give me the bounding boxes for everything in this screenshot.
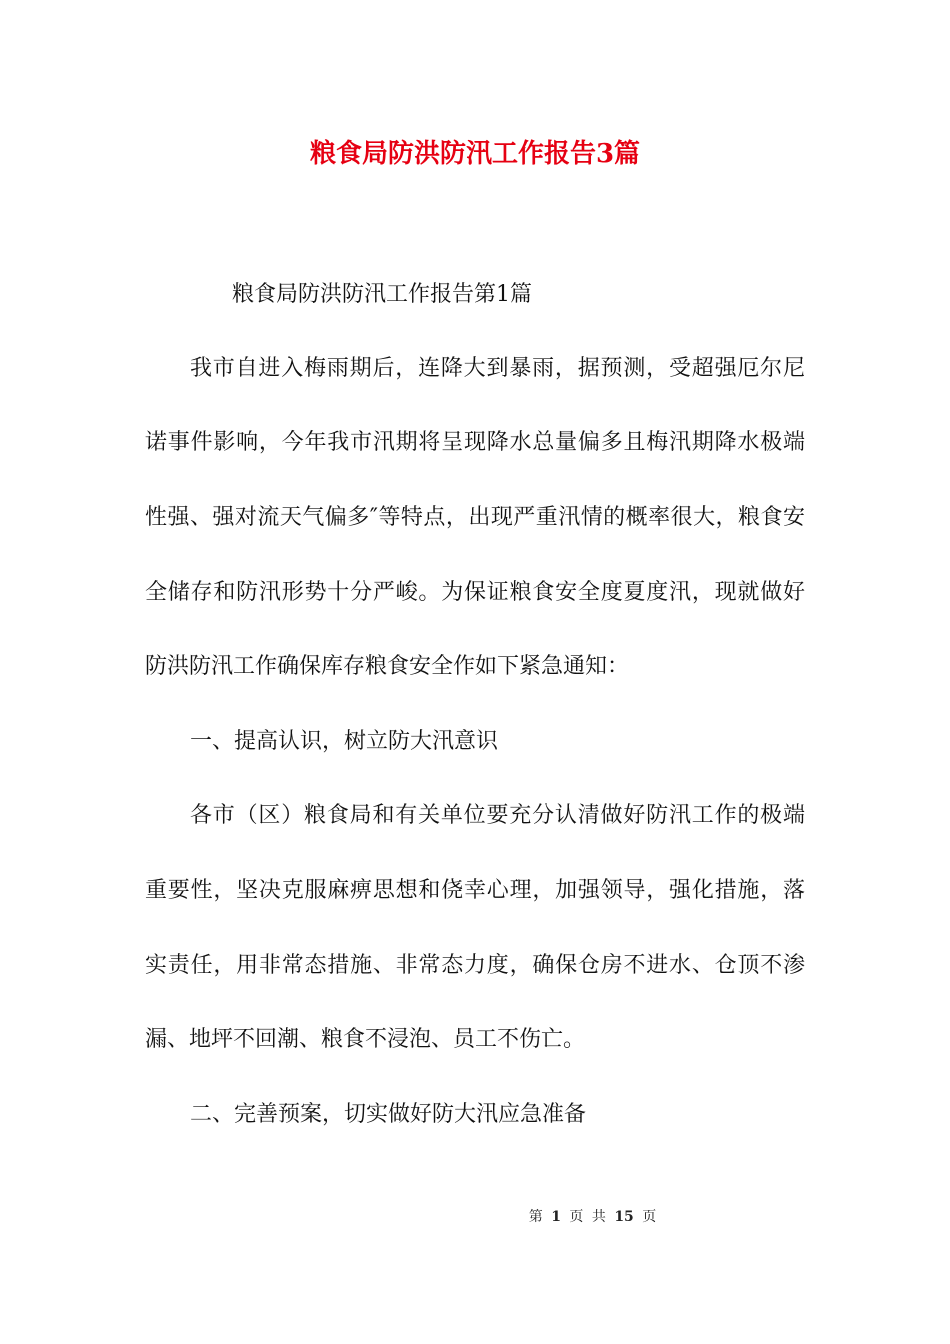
paragraph-line: 性强、强对流天气偏多″等特点，出现严重汛情的概率很大，粮食安	[145, 505, 805, 530]
footer-prefix: 第	[528, 1209, 543, 1225]
footer-current-page: 1	[551, 1209, 561, 1225]
page-footer	[0, 1207, 950, 1227]
paragraph-line: 防洪防汛工作确保库存粮食安全作如下紧急通知：	[145, 654, 630, 679]
section-heading: 二、完善预案，切实做好防大汛应急准备	[190, 1102, 587, 1127]
footer-mid2: 共	[591, 1209, 606, 1225]
footer-mid1: 页	[569, 1209, 584, 1225]
footer-total-pages: 15	[614, 1209, 634, 1225]
document-title: 粮食局防洪防汛工作报告3篇	[309, 139, 641, 169]
section-heading: 一、提高认识，树立防大汛意识	[190, 729, 499, 754]
footer-suffix: 页	[642, 1209, 657, 1225]
paragraph-line: 诺事件影响，今年我市汛期将呈现降水总量偏多且梅汛期降水极端	[145, 430, 805, 455]
paragraph-line: 我市自进入梅雨期后，连降大到暴雨，据预测，受超强厄尔尼	[190, 356, 805, 381]
section-subtitle: 粮食局防洪防汛工作报告第1篇	[232, 282, 532, 307]
paragraph-line: 重要性，坚决克服麻痹思想和侥幸心理，加强领导，强化措施，落	[145, 878, 805, 903]
paragraph-line: 漏、地坪不回潮、粮食不浸泡、员工不伤亡。	[145, 1027, 586, 1052]
paragraph-line: 全储存和防汛形势十分严峻。为保证粮食安全度夏度汛，现就做好	[145, 580, 805, 605]
paragraph-line: 实责任，用非常态措施、非常态力度，确保仓房不进水、仓顶不渗	[145, 953, 805, 978]
paragraph-line: 各市（区）粮食局和有关单位要充分认清做好防汛工作的极端	[190, 803, 805, 828]
